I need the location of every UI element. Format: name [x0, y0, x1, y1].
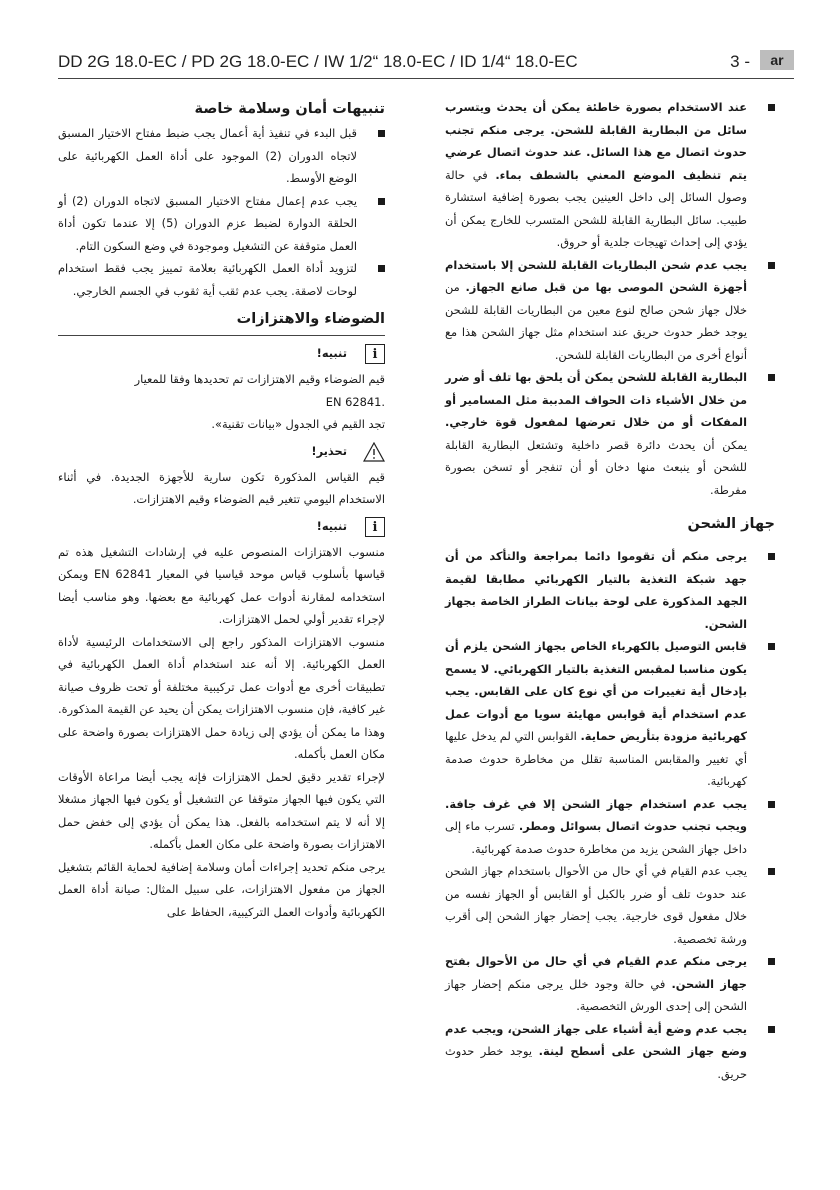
note-heading: i تنبيه! — [58, 515, 385, 541]
bullet-icon — [768, 262, 775, 269]
model-list: DD 2G 18.0-EC / PD 2G 18.0-EC / IW 1/2“ 18.0-EC / ID 1/4“ 18.0-EC — [58, 52, 578, 71]
vibration-paragraph: يرجى منكم تحديد إجراءات أمان وسلامة إضافية لحماية القائم بتشغيل الجهاز من مفعول الاهتزازات، على سبيل المثال: صيانة أداة العمل الكهربائية وأدوات العمل التركيبية، الحفاظ على — [58, 859, 385, 919]
note-text: قيم الضوضاء وقيم الاهتزازات تم تحديدها وفقا للمعيار — [134, 372, 385, 386]
list-item: يجب عدم شحن البطاريات القابلة للشحن إلا باستخدام أجهزة الشحن الموصى بها من قبل صانع الجهاز. من خلال جهاز شحن صالح لنوع معين من البطاريات القابلة للشحن يوجد خطر حدوث حريق عند استخدام مثل جهاز الشحن هذا مع أنواع أخرى من البطاريات القابلة للشحن. — [445, 254, 775, 367]
list-item: البطارية القابلة للشحن يمكن أن يلحق بها تلف أو ضرر من خلال الأشياء ذات الحواف المدببة مثل المسامير أو المفكات أو من خلال تعرضها لمفعول قوة خارجي. يمكن أن يحدث دائرة قصر داخلية وتشتعل البطارية القابلة للشحن أو ينبعث منها دخان أو أن تنفجر أو تسخن بصورة مفرطة. — [445, 366, 775, 501]
bullet-icon — [768, 868, 775, 875]
warning-icon — [363, 442, 385, 462]
safety-section-title: تنبيهات أمان وسلامة خاصة — [194, 101, 385, 117]
list-item: يرجى منكم أن تقوموا دائما بمراجعة والتأكد من أن جهد شبكة التغذية بالتيار الكهربائي مطابقا لقيمة الجهد المذكورة على لوحة بيانات الطراز الخاصة بجهاز الشحن. — [445, 545, 775, 635]
left-column — [58, 96, 385, 923]
page-number: 3 - — [730, 52, 750, 71]
list-item: يجب عدم القيام في أي حال من الأحوال باستخدام جهاز الشحن عند حدوث تلف أو ضرر بالكبل أو القابس أو الجهاز نفسه من خلال مفعول قوى خارجية. يجب إحضار جهاز الشحن إلى أقرب ورشة تخصصية. — [445, 860, 775, 950]
note-heading: i تنبيه! — [58, 342, 385, 368]
info-icon: i — [365, 344, 385, 364]
noise-section-title: الضوضاء والاهتزازات — [58, 306, 385, 336]
battery-safety-list — [445, 96, 775, 501]
vibration-paragraph: منسوب الاهتزازات المنصوص عليه في إرشادات التشغيل هذه تم قياسها بأسلوب قياس موحد قياسيا في المعيار EN 62841 ويمكن استخدامه لمقارنة أدوات عمل كهربائية مع بعضها. وهو مناسب أيضا لإجراء تقدير أولي لحمل الاهتزازات. — [58, 544, 386, 626]
vibration-paragraph: منسوب الاهتزازات المذكور راجع إلى الاستخدامات الرئيسية لأداة العمل الكهربائية. إلا أنه عند استخدام أداة العمل الكهربائية في تطبيقات أخرى مع أدوات عمل تركيبية مختلفة أو تحت ظروف صيانة غير كافية، فإن منسوب الاهتزازات يمكن أن يحيد عن القيمة المذكورة. وهذا ما يمكن أن يؤدي إلى زيادة حمل الاهتزازات بصورة واضحة على مكان العمل بأكمله. — [58, 634, 385, 761]
warning-text: قيم القياس المذكورة تكون سارية للأجهزة الجديدة. في أثناء الاستخدام اليومي تتغير قيم الضوضاء وقيم الاهتزازات. — [58, 469, 385, 506]
info-icon: i — [365, 517, 385, 537]
charger-section-title: جهاز الشحن — [687, 516, 775, 532]
warning-heading: تحذير! — [58, 440, 385, 466]
bullet-icon — [378, 198, 385, 205]
bullet-icon — [378, 265, 385, 272]
bullet-icon — [768, 801, 775, 808]
list-item: لتزويد أداة العمل الكهربائية بعلامة تمييز يجب فقط استخدام لوحات لاصقة. يجب عدم ثقب أية ثقوب في الجسم الخارجي. — [58, 257, 385, 302]
bullet-icon — [768, 1026, 775, 1033]
list-item: يجب عدم وضع أية أشياء على جهاز الشحن، ويجب عدم وضع جهاز الشحن على أسطح لينة. يوجد خطر حدوث حريق. — [445, 1018, 775, 1086]
vibration-paragraph: لإجراء تقدير دقيق لحمل الاهتزازات فإنه يجب أيضا مراعاة الأوقات التي يكون فيها الجهاز متوقفا عن التشغيل أو يكون فيها الجهاز مشغلا إلا أنه لا يتم استخدامه بالفعل. هذا يمكن أن يؤدي إلى خفض حمل الاهتزازات بصورة واضحة على مكان العمل بأكمله. — [58, 769, 385, 851]
list-item: يرجى منكم عدم القيام في أي حال من الأحوال بفتح جهاز الشحن. في حالة وجود خلل يرجى منكم إحضار جهاز الشحن إلى إحدى الورش التخصصية. — [445, 950, 775, 1018]
list-item: يجب عدم إعمال مفتاح الاختيار المسبق لاتجاه الدوران (2) أو الحلقة الدوارة لضبط عزم الدوران (5) إلا عندما تكون أداة العمل متوقفة عن التشغيل وموجودة في وضع السكون التام. — [58, 190, 385, 258]
bullet-icon — [768, 104, 775, 111]
language-badge: ar — [760, 50, 794, 70]
note-standard: .EN 62841 — [325, 394, 385, 409]
note-text: تجد القيم في الجدول «بيانات تقنية». — [211, 417, 385, 431]
charger-safety-list — [445, 545, 775, 1085]
bullet-icon — [378, 130, 385, 137]
bullet-icon — [768, 643, 775, 650]
bullet-icon — [768, 374, 775, 381]
special-safety-list — [58, 122, 385, 302]
bullet-icon — [768, 553, 775, 560]
list-item: عند الاستخدام بصورة خاطئة يمكن أن يحدث ويتسرب سائل من البطارية القابلة للشحن. يرجى منكم تجنب حدوث اتصال مع هذا السائل. عند حدوث اتصال عرضي يتم تنظيف الموضع المعني بالشطف بماء. في حالة وصول السائل إلى داخل العينين يجب بصورة إضافية استشارة طبيب. سائل البطارية القابلة للشحن المتسرب للخارج يمكن أن يؤدي إلى إحداث تهيجات جلدية أو حروق. — [445, 96, 775, 254]
list-item: قابس التوصيل بالكهرباء الخاص بجهاز الشحن يلزم أن يكون مناسبا لمقبس التغذية بالتيار الكهربائي. لا يسمح بإدخال أية تغييرات من أي نوع كان على القابس. يجب عدم استخدام أية قوابس مهايئة سويا مع أدوات عمل كهربائية مزودة بتأريض حماية. القوابس التي لم يدخل عليها أي تغيير والمقابس المناسبة تقلل من مخاطرة حدوث صدمة كهربائية. — [445, 635, 775, 793]
bullet-icon — [768, 958, 775, 965]
right-column — [445, 96, 775, 1085]
list-item: قبل البدء في تنفيذ أية أعمال يجب ضبط مفتاح الاختيار المسبق لاتجاه الدوران (2) الموجود على أداة العمل الكهربائية على الوضع الأوسط. — [58, 122, 385, 190]
page-header — [58, 48, 794, 79]
list-item: يجب عدم استخدام جهاز الشحن إلا في غرف جافة. ويجب تجنب حدوث اتصال بسوائل ومطر. تسرب ماء إلى داخل جهاز الشحن يزيد من مخاطرة حدوث صدمة كهربائية. — [445, 793, 775, 861]
